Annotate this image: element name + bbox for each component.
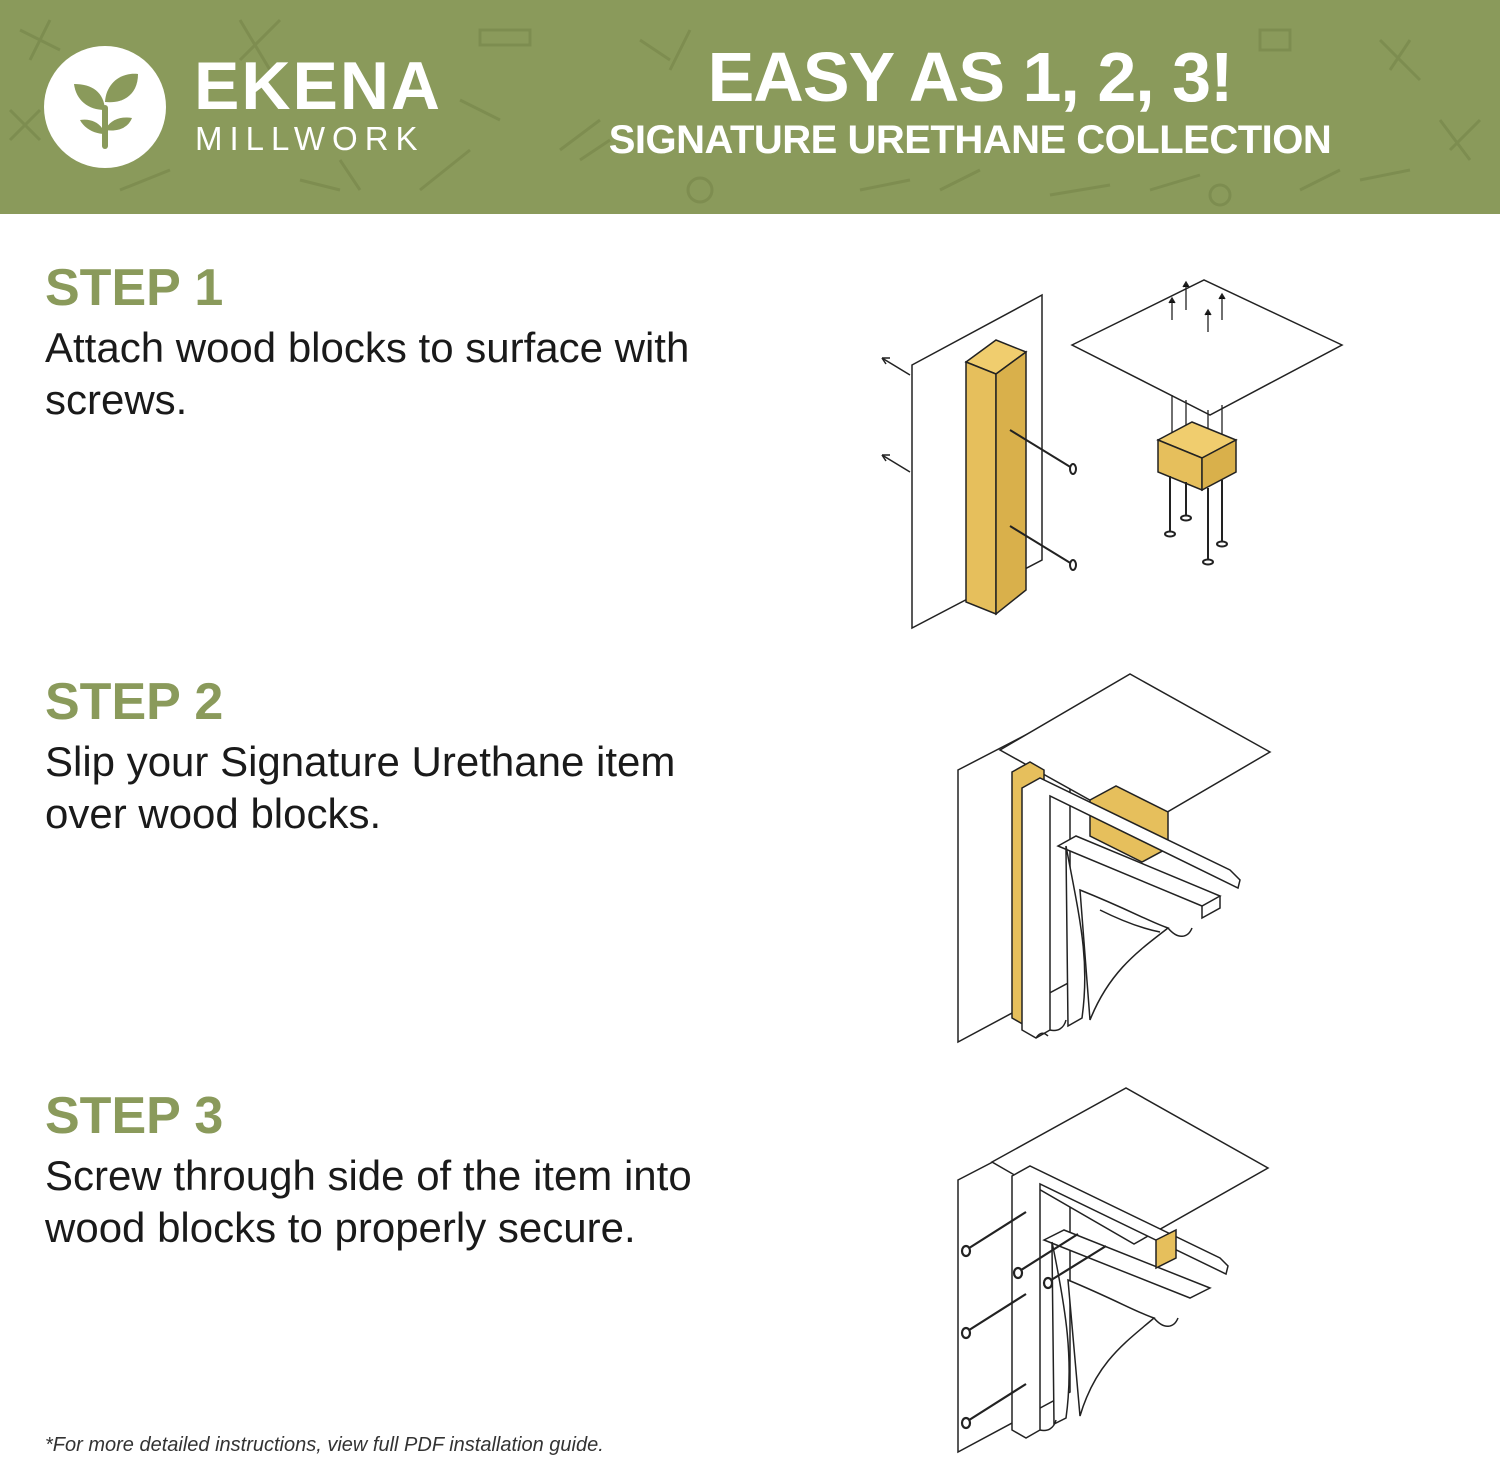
step-2-diagram <box>940 660 1280 1055</box>
step-3-text: Screw through side of the item into wood blocks to properly secure. <box>45 1152 692 1251</box>
footnote: *For more detailed instructions, view full PDF installation guide. <box>45 1434 604 1456</box>
subheadline: SIGNATURE URETHANE COLLECTION <box>608 118 1332 162</box>
step-3-diagram <box>940 1080 1280 1460</box>
step-3-title: STEP 3 <box>45 1087 224 1145</box>
brand-subtitle: MILLWORK <box>195 120 425 157</box>
step-2-text: Slip your Signature Urethane item over wood blocks. <box>45 738 676 837</box>
step-1-text: Attach wood blocks to surface with screws. <box>45 324 690 423</box>
step-1-diagram <box>860 250 1360 640</box>
headline: EASY AS 1, 2, 3! <box>707 38 1233 116</box>
step-2-title: STEP 2 <box>45 673 224 731</box>
header-banner <box>0 0 1500 214</box>
brand-name: EKENA <box>194 48 443 124</box>
logo <box>44 46 166 168</box>
leaf-sprout-icon <box>44 46 166 168</box>
step-1-title: STEP 1 <box>45 259 224 317</box>
